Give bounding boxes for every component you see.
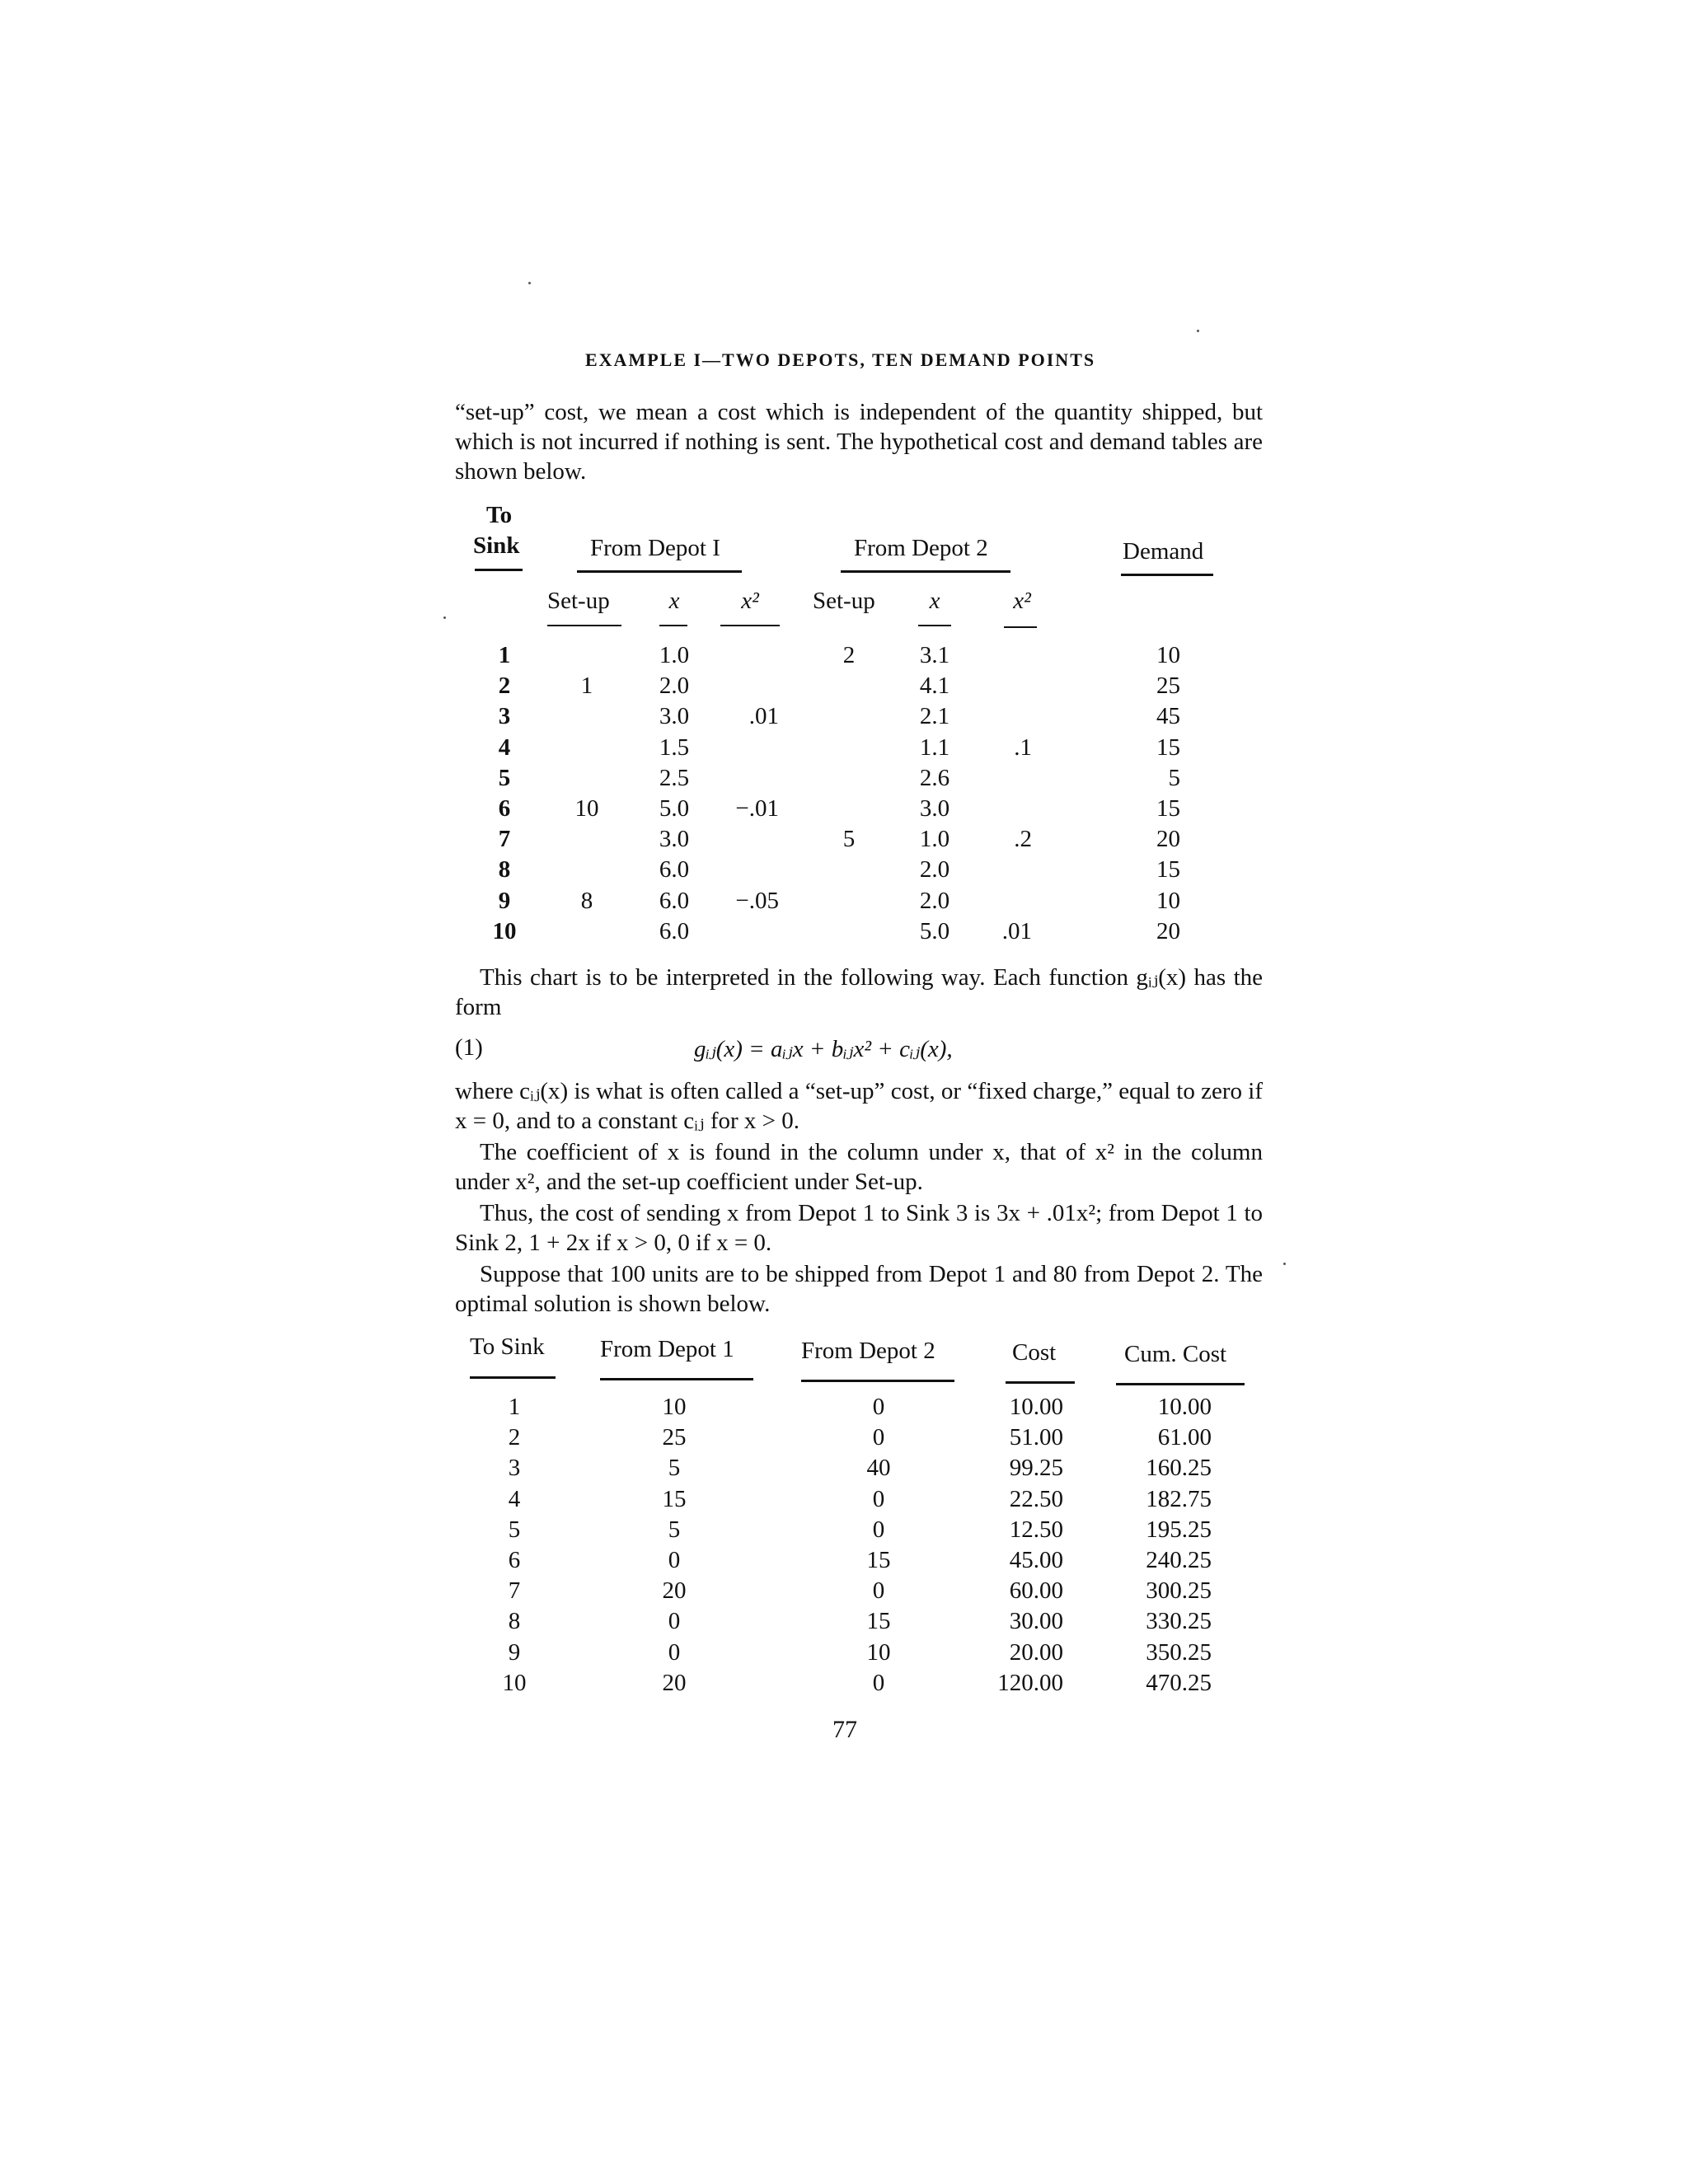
d1-x2-underline <box>720 625 780 626</box>
d1-x-cell: 6.0 <box>659 887 690 914</box>
sol-depot2-cell: 0 <box>872 1485 885 1512</box>
d2-setup-cell: 2 <box>842 642 856 668</box>
equation: gᵢⱼ(x) = aᵢⱼx + bᵢⱼx² + cᵢⱼ(x), <box>694 1036 953 1062</box>
sol-depot1-cell: 15 <box>662 1485 687 1512</box>
sol-sink-cell: 6 <box>508 1547 521 1573</box>
sol-sink-cell: 4 <box>508 1485 521 1512</box>
d2-x2-underline <box>1004 626 1037 628</box>
sol-cost-cell: 45.00 <box>1009 1547 1063 1573</box>
coefficient-paragraph: The coefficient of x is found in the column under x, that of x² in the column under x², and the set-up coefficient under Set-up. <box>455 1139 1263 1195</box>
sol-underline-depot1 <box>600 1378 753 1380</box>
thus-paragraph: Thus, the cost of sending x from Depot 1 to Sink 3 is 3x + .01x²; from Depot 1 to Sink 2, 1 + 2x if x > 0, 0 if x = 0. <box>455 1200 1263 1256</box>
page-number: 77 <box>832 1716 857 1743</box>
sol-cost-cell: 51.00 <box>1009 1424 1063 1451</box>
sol-cumcost-cell: 300.25 <box>1146 1577 1212 1605</box>
sink-cell: 6 <box>498 795 511 822</box>
sol-sink-cell: 3 <box>508 1455 521 1482</box>
sol-depot2-cell: 10 <box>866 1638 891 1666</box>
sink-cell: 8 <box>498 856 511 883</box>
sol-cost-cell: 22.50 <box>1009 1485 1063 1512</box>
d1-x-header: x <box>668 588 680 614</box>
d2-setup-header: Set-up <box>813 588 875 614</box>
d1-x2-cell: −.05 <box>735 887 779 914</box>
demand-underline <box>1121 574 1213 576</box>
sol-cost-cell: 60.00 <box>1009 1577 1063 1605</box>
sol-depot1-cell: 20 <box>662 1577 687 1605</box>
d1-x-cell: 5.0 <box>659 795 690 822</box>
d2-x2-cell: .1 <box>1014 733 1032 761</box>
to-label: To <box>486 502 513 528</box>
sol-cumcost-cell: 330.25 <box>1146 1608 1212 1635</box>
sol-sink-cell: 2 <box>508 1424 521 1451</box>
sink-cell: 9 <box>498 887 511 914</box>
demand-label: Demand <box>1123 538 1204 565</box>
d1-x-cell: 1.5 <box>659 733 690 761</box>
d1-x2-header: x² <box>741 588 759 614</box>
d2-x2-cell: .01 <box>1001 917 1032 944</box>
sol-cost-cell: 30.00 <box>1009 1608 1063 1635</box>
sink-underline <box>475 569 523 571</box>
demand-cell: 45 <box>1156 703 1180 730</box>
sol-sink-cell: 5 <box>508 1516 521 1543</box>
sol-depot2-cell: 0 <box>872 1424 885 1451</box>
depot1-underline <box>577 570 742 573</box>
sol-cumcost-cell: 240.25 <box>1146 1547 1212 1573</box>
depot1-label: From Depot I <box>590 535 720 561</box>
demand-cell: 5 <box>1168 764 1180 791</box>
sol-cumcost-cell: 61.00 <box>1157 1424 1212 1451</box>
d1-setup-cell: 10 <box>574 795 599 822</box>
demand-cell: 15 <box>1156 733 1180 761</box>
sol-depot2-cell: 40 <box>866 1455 891 1482</box>
d1-x-cell: 6.0 <box>659 856 690 883</box>
sol-depot2-cell: 15 <box>866 1608 891 1635</box>
sol-header-sink: To Sink <box>470 1333 545 1360</box>
sol-depot1-cell: 25 <box>662 1424 687 1451</box>
depot2-label: From Depot 2 <box>854 535 988 561</box>
sol-header-cumcost: Cum. Cost <box>1124 1341 1227 1367</box>
sol-depot1-cell: 5 <box>668 1516 681 1543</box>
d2-x-cell: 1.0 <box>919 826 950 853</box>
sol-depot1-cell: 0 <box>668 1547 681 1573</box>
d1-x-cell: 1.0 <box>659 642 690 668</box>
demand-cell: 20 <box>1156 826 1180 853</box>
sol-cost-cell: 12.50 <box>1009 1516 1063 1543</box>
sol-depot1-cell: 10 <box>662 1394 687 1420</box>
sol-depot2-cell: 0 <box>872 1669 885 1696</box>
sol-cumcost-cell: 10.00 <box>1157 1394 1212 1420</box>
chart-paragraph: This chart is to be interpreted in the following way. Each function gᵢⱼ(x) has the form <box>455 964 1263 1020</box>
d1-setup-cell: 8 <box>580 887 593 914</box>
d1-x-underline <box>659 625 687 626</box>
d1-setup-underline <box>547 625 621 626</box>
sol-sink-cell: 9 <box>508 1638 521 1666</box>
demand-cell: 15 <box>1156 795 1180 822</box>
sol-cost-cell: 20.00 <box>1009 1638 1063 1666</box>
scan-speck <box>1283 1263 1286 1265</box>
demand-cell: 20 <box>1156 917 1180 944</box>
demand-cell: 10 <box>1156 887 1180 914</box>
d2-x2-cell: .2 <box>1014 826 1032 853</box>
sol-underline-cost <box>1006 1381 1075 1384</box>
d2-x-cell: 1.1 <box>919 733 950 761</box>
d1-x2-cell: −.01 <box>735 795 779 822</box>
sol-sink-cell: 8 <box>508 1608 521 1635</box>
sol-header-cost: Cost <box>1012 1339 1057 1366</box>
sol-depot2-cell: 0 <box>872 1516 885 1543</box>
sol-cumcost-cell: 350.25 <box>1146 1638 1212 1666</box>
d1-setup-header: Set-up <box>547 588 610 614</box>
d2-x-header: x <box>929 588 940 614</box>
sink-cell: 1 <box>498 642 511 668</box>
sink-cell: 5 <box>498 764 511 791</box>
d1-x2-cell: .01 <box>748 703 779 730</box>
where-paragraph: where cᵢⱼ(x) is what is often called a “set-up” cost, or “fixed charge,” equal to zero if x = 0, and to a constant cᵢⱼ for x > 0. <box>455 1078 1263 1134</box>
sol-depot1-cell: 5 <box>668 1455 681 1482</box>
sol-depot2-cell: 0 <box>872 1394 885 1420</box>
sink-cell: 4 <box>498 733 511 761</box>
depot2-underline <box>841 570 1010 573</box>
sol-header-depot2: From Depot 2 <box>801 1338 935 1364</box>
d2-x-cell: 3.0 <box>919 795 950 822</box>
sol-depot2-cell: 0 <box>872 1577 885 1605</box>
sol-depot2-cell: 15 <box>866 1547 891 1573</box>
d2-x-cell: 5.0 <box>919 917 950 944</box>
sink-cell: 2 <box>498 673 511 700</box>
suppose-paragraph: Suppose that 100 units are to be shipped from Depot 1 and 80 from Depot 2. The optimal solution is shown below. <box>455 1261 1263 1317</box>
sol-sink-cell: 10 <box>502 1669 527 1696</box>
sol-sink-cell: 1 <box>508 1394 521 1420</box>
sol-cost-cell: 99.25 <box>1009 1455 1063 1482</box>
sink-label: Sink <box>473 532 520 559</box>
equation-label: (1) <box>455 1034 483 1061</box>
sol-cumcost-cell: 160.25 <box>1146 1455 1212 1482</box>
sol-depot1-cell: 0 <box>668 1608 681 1635</box>
sol-depot1-cell: 0 <box>668 1638 681 1666</box>
sol-cumcost-cell: 470.25 <box>1146 1669 1212 1696</box>
d2-x-underline <box>918 625 951 626</box>
sol-underline-cumcost <box>1116 1383 1245 1385</box>
d1-x-cell: 3.0 <box>659 703 690 730</box>
d2-x-cell: 2.0 <box>919 887 950 914</box>
demand-cell: 25 <box>1156 673 1180 700</box>
sol-cost-cell: 120.00 <box>997 1669 1063 1696</box>
sol-cumcost-cell: 195.25 <box>1146 1516 1212 1543</box>
sol-header-depot1: From Depot 1 <box>600 1336 734 1362</box>
d2-x-cell: 2.0 <box>919 856 950 883</box>
d1-setup-cell: 1 <box>580 673 593 700</box>
intro-paragraph: “set-up” cost, we mean a cost which is independent of the quantity shipped, but which is not incurred if nothing is sent. The hypothetical cost and demand tables are shown below. <box>455 399 1263 485</box>
scan-speck <box>443 616 446 619</box>
d2-setup-cell: 5 <box>842 826 856 853</box>
sol-sink-cell: 7 <box>508 1577 521 1605</box>
d2-x-cell: 2.6 <box>919 764 950 791</box>
sol-underline-depot2 <box>801 1380 954 1382</box>
sink-cell: 3 <box>498 703 511 730</box>
sol-underline-sink <box>470 1376 556 1379</box>
d1-x-cell: 3.0 <box>659 826 690 853</box>
demand-cell: 15 <box>1156 856 1180 883</box>
sink-cell: 7 <box>498 826 511 853</box>
sol-cost-cell: 10.00 <box>1009 1394 1063 1420</box>
sol-cumcost-cell: 182.75 <box>1146 1485 1212 1512</box>
d2-x-cell: 4.1 <box>919 673 950 700</box>
d1-x-cell: 6.0 <box>659 917 690 944</box>
d2-x-cell: 3.1 <box>919 642 950 668</box>
sink-cell: 10 <box>492 917 517 944</box>
d1-x-cell: 2.0 <box>659 673 690 700</box>
sol-depot1-cell: 20 <box>662 1669 687 1696</box>
demand-cell: 10 <box>1156 642 1180 668</box>
d2-x2-header: x² <box>1013 588 1031 614</box>
d2-x-cell: 2.1 <box>919 703 950 730</box>
scan-speck <box>1197 330 1199 332</box>
d1-x-cell: 2.5 <box>659 764 690 791</box>
running-header: EXAMPLE I—TWO DEPOTS, TEN DEMAND POINTS <box>585 349 1096 370</box>
scan-speck <box>528 282 531 284</box>
